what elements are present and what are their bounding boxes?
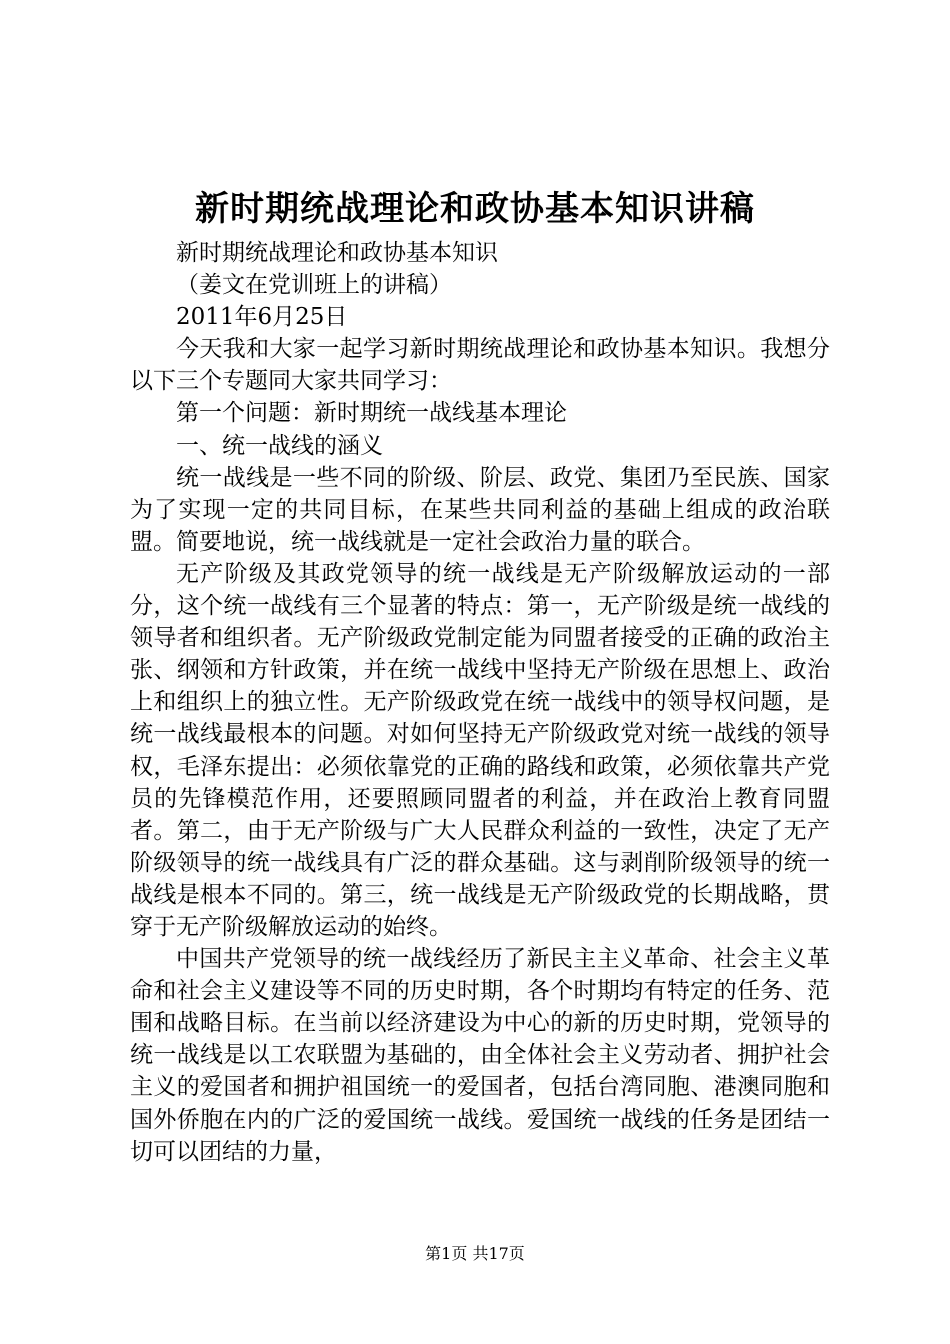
section-heading: 第一个问题：新时期统一战线基本理论 (176, 400, 567, 427)
document-body (130, 237, 830, 1168)
body-paragraph: 统一战线是一些不同的阶级、阶层、政党、集团乃至民族、国家为了实现一定的共同目标，在某些共同利益的基础上组成的政治联盟。简要地说，统一战线就是一定社会政治力量的联合。 (130, 464, 830, 555)
intro-paragraph: 今天我和大家一起学习新时期统战理论和政协基本知识。我想分以下三个专题同大家共同学习： (130, 336, 830, 395)
document-title: 新时期统战理论和政协基本知识讲稿 (195, 189, 755, 229)
subtitle-paragraph: 新时期统战理论和政协基本知识 (176, 240, 498, 266)
author-note-paragraph: （姜文在党训班上的讲稿） (176, 272, 452, 299)
date-paragraph: 2011年6月25日 (176, 304, 348, 331)
page-number-footer: 第1页 共17页 (425, 1244, 525, 1263)
body-paragraph: 无产阶级及其政党领导的统一战线是无产阶级解放运动的一部分，这个统一战线有三个显著的特点：第一，无产阶级是统一战线的领导者和组织者。无产阶级政党制定能为同盟者接受的正确的政治主张、纲领和方针政策，并在统一战线中坚持无产阶级在思想上、政治上和组织上的独立性。无产阶级政党在统一战线中的领导权问题，是统一战线最根本的问题。对如何坚持无产阶级政党对统一战线的领导权，毛泽东提出：必须依靠党的正确的路线和政策，必须依靠共产党员的先锋模范作用，还要照顾同盟者的利益，并在政治上教育同盟者。第二，由于无产阶级与广大人民群众利益的一致性，决定了无产阶级领导的统一战线具有广泛的群众基础。这与剥削阶级领导的统一战线是根本不同的。第三，统一战线是无产阶级政党的长期战略，贯穿于无产阶级解放运动的始终。 (130, 560, 830, 940)
body-paragraph: 中国共产党领导的统一战线经历了新民主主义革命、社会主义革命和社会主义建设等不同的历史时期，各个时期均有特定的任务、范围和战略目标。在当前以经济建设为中心的新的历史时期，党领导的统一战线是以工农联盟为基础的，由全体社会主义劳动者、拥护社会主义的爱国者和拥护祖国统一的爱国者，包括台湾同胞、港澳同胞和国外侨胞在内的广泛的爱国统一战线。爱国统一战线的任务是团结一切可以团结的力量， (130, 946, 830, 1165)
subsection-heading: 一、统一战线的涵义 (176, 432, 383, 459)
